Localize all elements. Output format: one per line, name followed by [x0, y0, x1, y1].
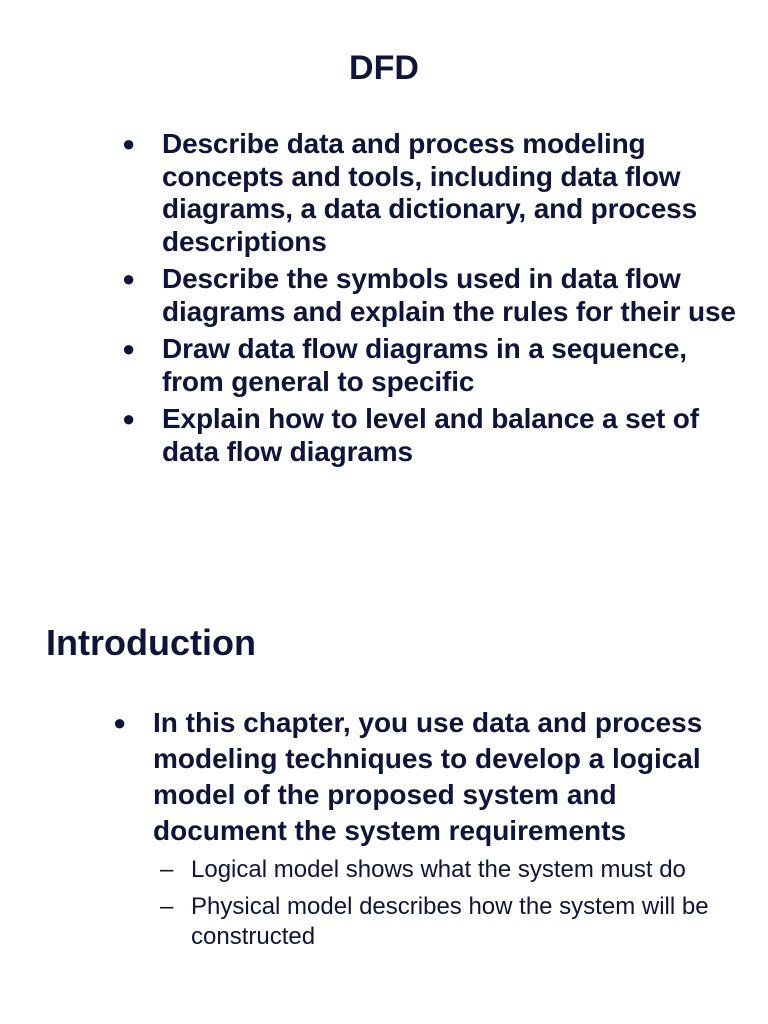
bullet-icon: ●: [122, 266, 136, 291]
list-item-text: Describe the symbols used in data flow diagrams and explain the rules for their use: [162, 263, 736, 327]
list-item: [122, 128, 742, 258]
objectives-list: [122, 128, 742, 473]
bullet-icon: ●: [122, 336, 136, 361]
section-title: Introduction: [46, 622, 256, 663]
dash-icon: –: [160, 893, 174, 920]
list-item: [122, 403, 742, 468]
dash-icon: –: [160, 856, 174, 883]
bullet-icon: ●: [122, 131, 136, 156]
slide-title: DFD: [349, 49, 419, 87]
list-item: [113, 705, 753, 849]
introduction-list: [113, 705, 753, 849]
list-item-text: In this chapter, you use data and process modeling techniques to develop a logical model of the proposed system and document the system requirements: [153, 707, 703, 846]
list-item: [122, 333, 742, 398]
sub-list-item-text: Logical model shows what the system must do: [191, 856, 686, 883]
bullet-icon: ●: [113, 710, 127, 735]
sub-list: [160, 855, 760, 959]
list-item-text: Draw data flow diagrams in a sequence, from general to specific: [162, 333, 687, 397]
list-item-text: Explain how to level and balance a set of data flow diagrams: [162, 403, 699, 467]
list-item-text: Describe data and process modeling concepts and tools, including data flow diagrams, a data dictionary, and process descriptions: [162, 128, 697, 257]
sub-list-item: [160, 855, 760, 885]
sub-list-item: [160, 892, 760, 952]
sub-list-item-text: Physical model describes how the system will be constructed: [191, 893, 709, 950]
bullet-icon: ●: [122, 406, 136, 431]
list-item: [122, 263, 742, 328]
